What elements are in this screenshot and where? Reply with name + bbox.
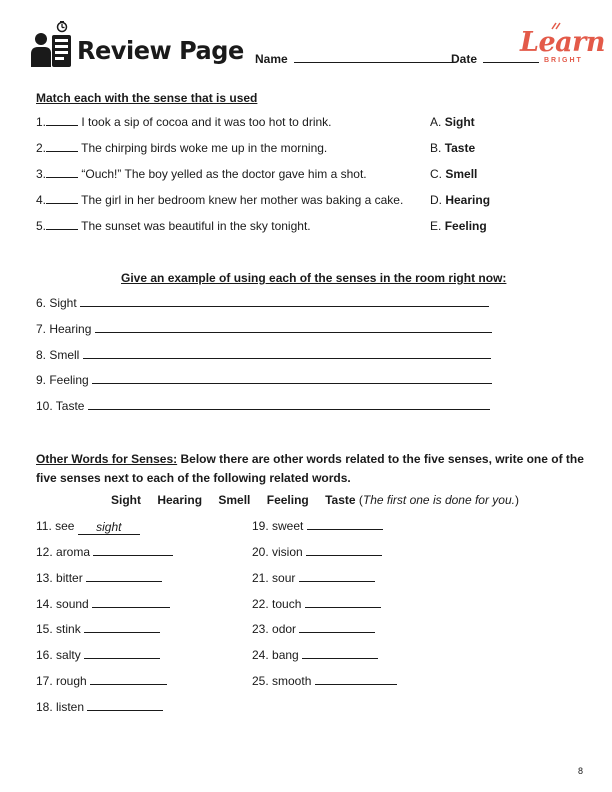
- word-item-25[interactable]: [252, 674, 397, 688]
- section3-instructions-text: Below there are other words related to the five senses, write one of the five senses next to each of the following related words.: [36, 452, 584, 485]
- question-text: The chirping birds woke me up in the morning.: [81, 141, 328, 155]
- word-item-13[interactable]: [36, 571, 162, 585]
- word-answer-line[interactable]: [315, 674, 397, 685]
- question-5[interactable]: [36, 219, 311, 233]
- option-sense: Hearing: [445, 193, 491, 207]
- answer-blank[interactable]: [46, 141, 78, 152]
- option-letter: A.: [430, 115, 442, 129]
- example-line[interactable]: [95, 322, 492, 333]
- logo-subtitle: BRIGHT: [544, 57, 583, 64]
- learn-bright-logo: [520, 27, 606, 67]
- answer-blank[interactable]: [46, 167, 78, 178]
- word-label: 25. smooth: [252, 674, 312, 688]
- word-item-20[interactable]: [252, 545, 382, 559]
- word-answer-line[interactable]: [307, 519, 383, 530]
- word-answer-line[interactable]: [299, 622, 375, 633]
- logo-text: Learn: [520, 27, 606, 58]
- section2-heading: Give an example of using each of the senses in the room right now:: [121, 271, 507, 285]
- option-d: [430, 193, 490, 207]
- sense-word: Hearing: [157, 493, 203, 507]
- option-c: [430, 167, 477, 181]
- word-label: 24. bang: [252, 648, 299, 662]
- example-label: 8. Smell: [36, 348, 80, 362]
- question-number: 4.: [36, 193, 47, 207]
- word-label: 13. bitter: [36, 571, 83, 585]
- word-label: 23. odor: [252, 622, 297, 636]
- option-e: [430, 219, 487, 233]
- date-label: Date: [451, 52, 478, 66]
- answer-blank[interactable]: [46, 219, 78, 230]
- example-line[interactable]: [80, 296, 489, 307]
- sense-word: Taste: [325, 493, 356, 507]
- option-letter: D.: [430, 193, 442, 207]
- word-label: 18. listen: [36, 700, 85, 714]
- question-text: I took a sip of cocoa and it was too hot to drink.: [81, 115, 332, 129]
- word-item-22[interactable]: [252, 597, 381, 611]
- word-answer-line[interactable]: [84, 622, 160, 633]
- note-paren-close: ): [515, 493, 519, 507]
- sense-word: Feeling: [266, 493, 309, 507]
- option-sense: Smell: [445, 167, 478, 181]
- example-label: 6. Sight: [36, 296, 77, 310]
- word-item-21[interactable]: [252, 571, 375, 585]
- example-label: 7. Hearing: [36, 322, 92, 336]
- word-label: 17. rough: [36, 674, 87, 688]
- example-line[interactable]: [88, 399, 490, 410]
- word-label: 12. aroma: [36, 545, 91, 559]
- example-line[interactable]: [83, 348, 491, 359]
- word-answer-line[interactable]: [90, 674, 167, 685]
- example-item-10[interactable]: [36, 399, 490, 413]
- example-item-9[interactable]: [36, 373, 492, 387]
- sense-word: Smell: [218, 493, 251, 507]
- word-item-24[interactable]: [252, 648, 378, 662]
- word-answer-line[interactable]: [84, 648, 160, 659]
- word-item-19[interactable]: [252, 519, 383, 533]
- word-label: 15. stink: [36, 622, 81, 636]
- answer-blank[interactable]: [46, 193, 78, 204]
- option-b: [430, 141, 475, 155]
- question-number: 1.: [36, 115, 47, 129]
- example-item-8[interactable]: [36, 348, 491, 362]
- question-number: 5.: [36, 219, 47, 233]
- word-answer-line[interactable]: [78, 521, 140, 535]
- word-label: 14. sound: [36, 597, 89, 611]
- word-answer-line[interactable]: [93, 545, 173, 556]
- example-label: 9. Feeling: [36, 373, 89, 387]
- word-item-23[interactable]: [252, 622, 375, 636]
- word-answer-line[interactable]: [92, 597, 170, 608]
- word-answer-line[interactable]: [86, 571, 162, 582]
- word-answer-line[interactable]: [305, 597, 381, 608]
- section1-heading: Match each with the sense that is used: [36, 91, 258, 105]
- section3-instructions: [36, 450, 584, 488]
- word-answer-line[interactable]: [306, 545, 382, 556]
- review-icon: [30, 21, 74, 69]
- question-2[interactable]: [36, 141, 327, 155]
- question-4[interactable]: [36, 193, 403, 207]
- word-item-17[interactable]: [36, 674, 167, 688]
- section3-heading: Other Words for Senses:: [36, 452, 178, 466]
- example-label: 10. Taste: [36, 399, 85, 413]
- word-item-15[interactable]: [36, 622, 160, 636]
- option-sense: Sight: [444, 115, 475, 129]
- note-paren-open: (: [358, 493, 363, 507]
- word-item-12[interactable]: [36, 545, 173, 559]
- option-sense: Feeling: [444, 219, 487, 233]
- word-item-11[interactable]: [36, 519, 140, 533]
- question-text: The girl in her bedroom knew her mother was baking a cake.: [81, 193, 404, 207]
- name-line: [294, 51, 452, 63]
- option-sense: Taste: [444, 141, 476, 155]
- name-label: Name: [255, 52, 288, 66]
- word-label: 19. sweet: [252, 519, 304, 533]
- senses-list: [111, 493, 519, 507]
- example-item-6[interactable]: [36, 296, 489, 310]
- word-item-16[interactable]: [36, 648, 160, 662]
- question-text: “Ouch!” The boy yelled as the doctor gave him a shot.: [81, 167, 367, 181]
- word-item-18[interactable]: [36, 700, 163, 714]
- question-text: The sunset was beautiful in the sky tonight.: [81, 219, 311, 233]
- option-a: [430, 115, 475, 129]
- option-letter: C.: [430, 167, 442, 181]
- option-letter: B.: [430, 141, 442, 155]
- word-answer-line[interactable]: [302, 648, 378, 659]
- question-number: 3.: [36, 167, 47, 181]
- name-field[interactable]: [255, 50, 452, 68]
- word-label: 21. sour: [252, 571, 296, 585]
- word-label: 11. see: [36, 519, 75, 533]
- page-number: 8: [578, 766, 584, 776]
- sense-word: Sight: [111, 493, 141, 507]
- word-item-14[interactable]: [36, 597, 170, 611]
- answer-blank[interactable]: [46, 115, 78, 126]
- word-answer-line[interactable]: [87, 700, 163, 711]
- done-for-you-note: The first one is done for you.: [362, 493, 515, 507]
- page-title: Review Page: [77, 36, 244, 65]
- question-number: 2.: [36, 141, 47, 155]
- option-letter: E.: [430, 219, 442, 233]
- example-line[interactable]: [92, 373, 492, 384]
- question-3[interactable]: [36, 167, 367, 181]
- word-label: 16. salty: [36, 648, 81, 662]
- word-answer-line[interactable]: [299, 571, 375, 582]
- question-1[interactable]: [36, 115, 332, 129]
- word-label: 20. vision: [252, 545, 303, 559]
- word-label: 22. touch: [252, 597, 302, 611]
- example-answer: sight: [96, 520, 122, 534]
- example-item-7[interactable]: [36, 322, 492, 336]
